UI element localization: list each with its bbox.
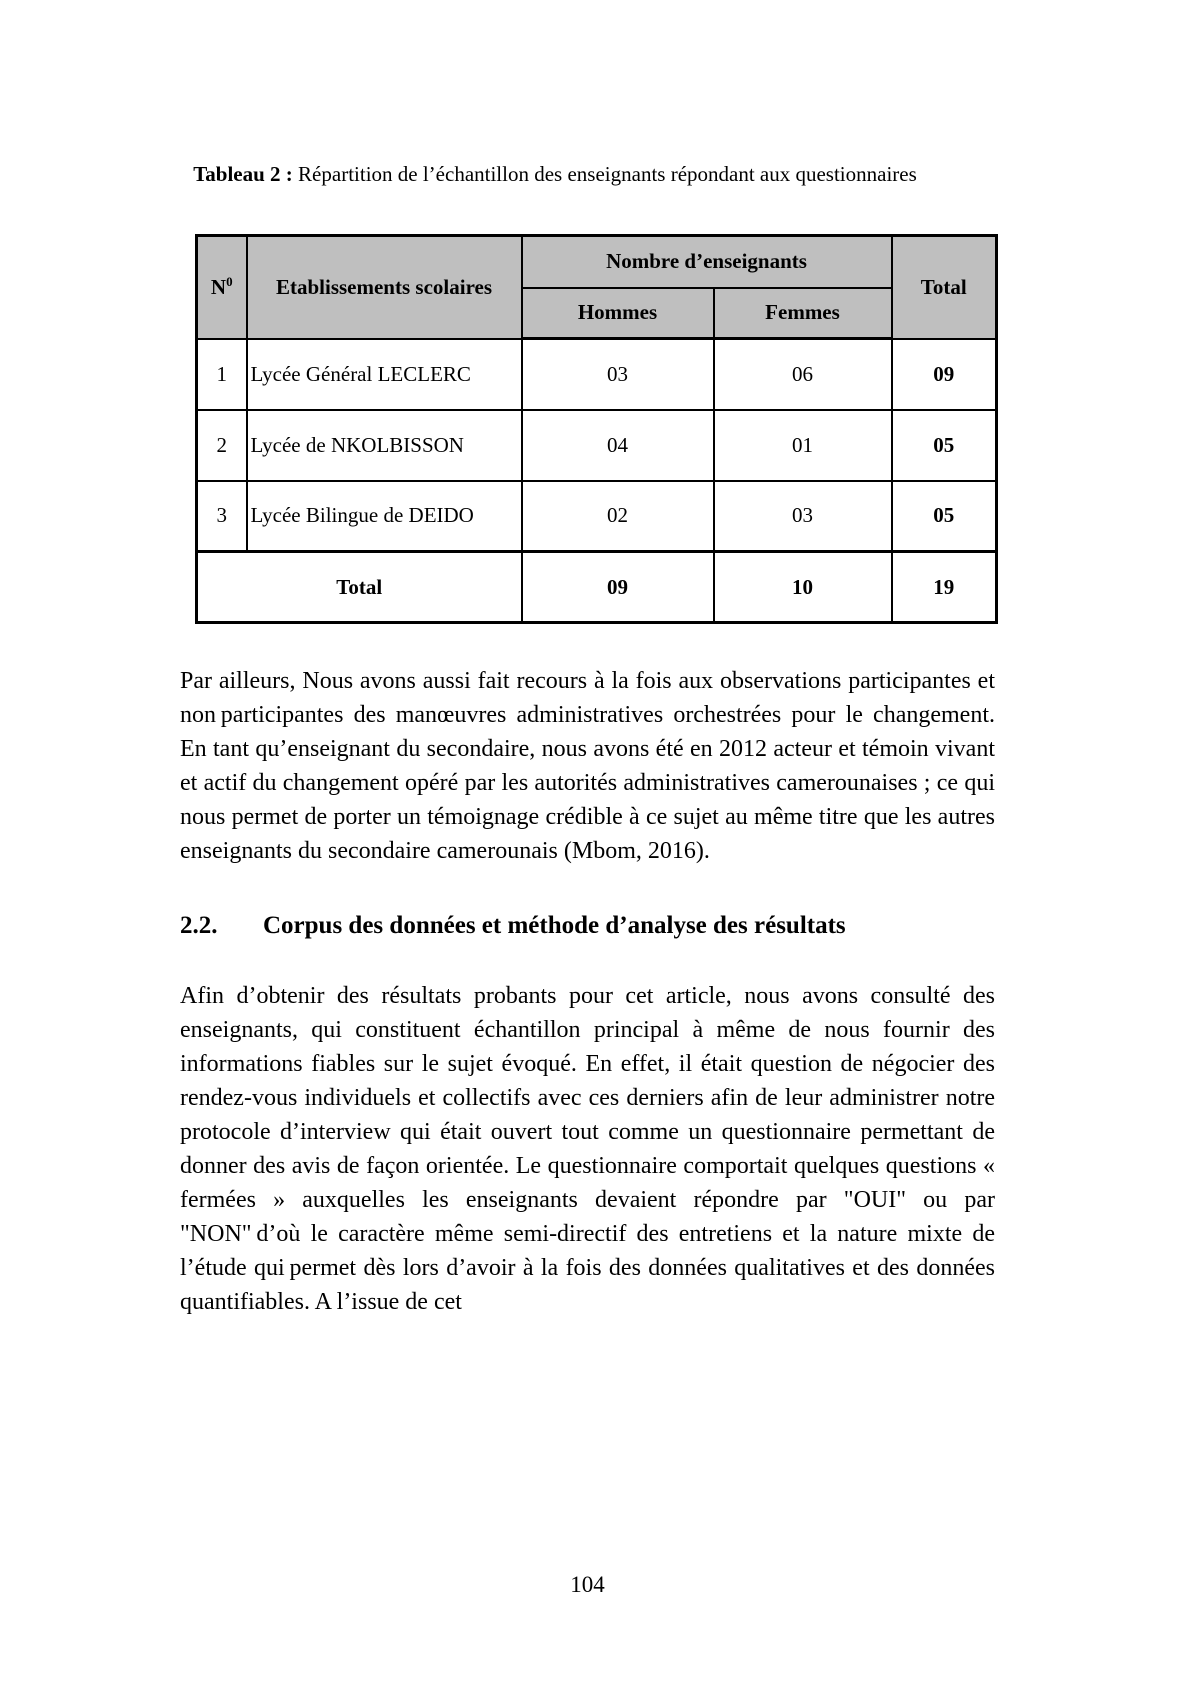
row-total: 09: [892, 339, 997, 410]
header-number-superscript: 0: [226, 273, 233, 289]
section-title: Corpus des données et méthode d’analyse des résultats: [263, 912, 846, 939]
row-school: Lycée Bilingue de DEIDO: [247, 481, 522, 552]
header-cell-school: Etablissements scolaires: [247, 236, 522, 339]
row-school: Lycée de NKOLBISSON: [247, 410, 522, 481]
text-block: [180, 0, 995, 1319]
row-number: 3: [197, 481, 247, 552]
paragraph-observations: Par ailleurs, Nous avons aussi fait recours à la fois aux observations participantes et non participantes des manœuvres administratives orchestrées pour le changement. En tant qu’enseignant du secondaire, nous avons été en 2012 acteur et témoin vivant et actif du changement opéré par les autorités administratives camerounaises ; ce qui nous permet de porter un témoignage crédible à ce sujet au même titre que les autres enseignants du secondaire camerounais (Mbom, 2016).: [180, 668, 995, 864]
table-caption: [180, 160, 930, 189]
total-row-label: Total: [197, 552, 522, 623]
row-women-count: 01: [714, 410, 892, 481]
row-school: Lycée Général LECLERC: [247, 339, 522, 410]
header-cell-men: Hommes: [522, 288, 714, 339]
header-cell-teacher-count: Nombre d’enseignants: [522, 236, 892, 288]
table-row: [197, 339, 997, 410]
table-total-row: [197, 552, 997, 623]
row-men-count: 02: [522, 481, 714, 552]
header-number-base: N: [210, 274, 227, 299]
table-row: [197, 410, 997, 481]
page-number: 104: [570, 1572, 605, 1597]
header-cell-number: [197, 236, 247, 339]
row-number: 2: [197, 410, 247, 481]
section-number: 2.2.: [180, 912, 218, 939]
row-total: 05: [892, 410, 997, 481]
section-heading: [180, 910, 995, 942]
row-men-count: 04: [522, 410, 714, 481]
table-row: [197, 481, 997, 552]
table-header: [197, 236, 997, 339]
grand-total: 19: [892, 552, 997, 623]
table-caption-label: Tableau 2 :: [193, 162, 293, 186]
row-men-count: 03: [522, 339, 714, 410]
row-women-count: 03: [714, 481, 892, 552]
header-cell-women: Femmes: [714, 288, 892, 339]
row-women-count: 06: [714, 339, 892, 410]
header-row-group: [197, 236, 997, 288]
teachers-sample-table: [195, 234, 998, 624]
header-cell-total: Total: [892, 236, 997, 339]
total-men-count: 09: [522, 552, 714, 623]
row-total: 05: [892, 481, 997, 552]
table-body: [197, 339, 997, 623]
row-number: 1: [197, 339, 247, 410]
table-caption-text: Répartition de l’échantillon des enseignants répondant aux questionnaires: [292, 162, 917, 186]
total-women-count: 10: [714, 552, 892, 623]
paragraph-corpus: Afin d’obtenir des résultats probants pour cet article, nous avons consulté des enseignants, qui constituent échantillon principal à même de nous fournir des informations fiables sur le sujet évoqué. En effet, il était question de négocier des rendez-vous individuels et collectifs avec ces derniers afin de leur administrer notre protocole d’interview qui était ouvert tout comme un questionnaire permettant de donner des avis de façon orientée. Le questionnaire comportait quelques questions « fermées » auxquelles les enseignants devaient répondre par "OUI" ou par "NON" d’où le caractère même semi-directif des entretiens et la nature mixte de l’étude qui permet dès lors d’avoir à la fois des données qualitatives et des données quantifiables. A l’issue de cet: [180, 983, 995, 1315]
